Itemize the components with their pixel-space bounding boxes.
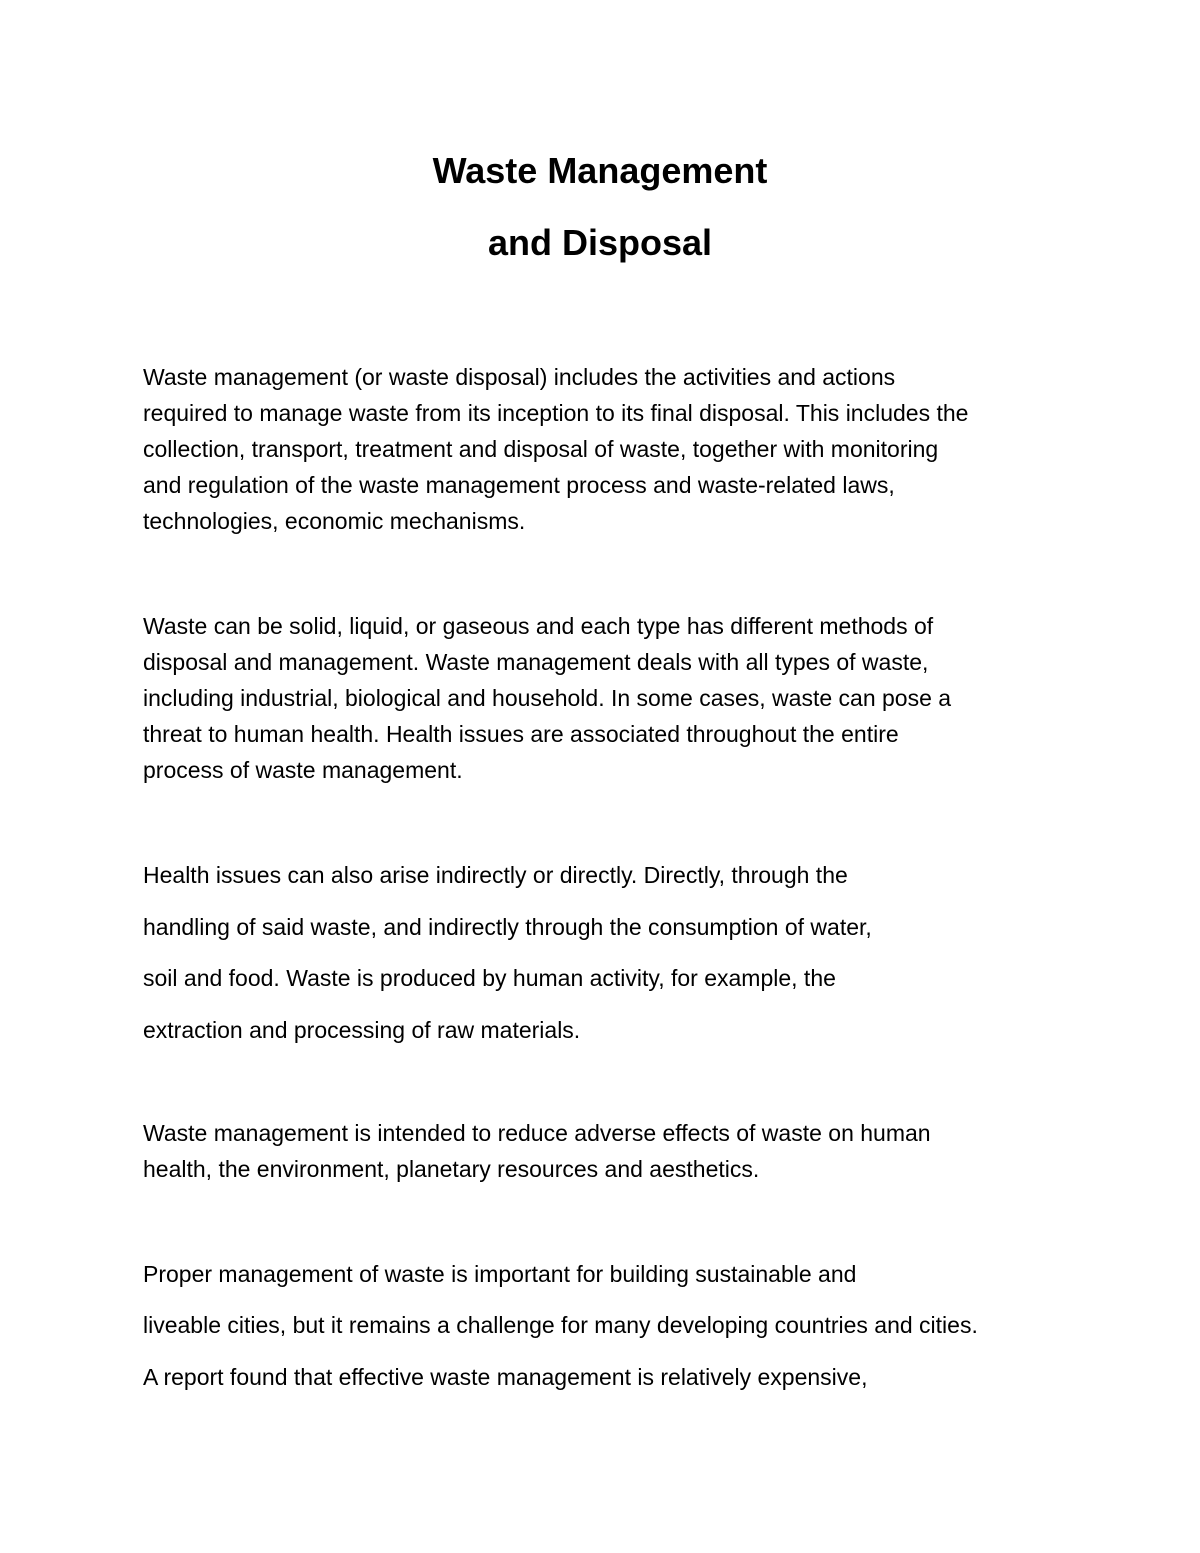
text-line: soil and food. Waste is produced by human activity, for example, the: [143, 965, 836, 991]
text-line: Proper management of waste is important for building sustainable and: [143, 1261, 857, 1287]
text-line: threat to human health. Health issues are associated throughout the entire: [143, 721, 899, 747]
text-line: A report found that effective waste management is relatively expensive,: [143, 1364, 868, 1390]
text-line: Health issues can also arise indirectly or directly. Directly, through the: [143, 862, 848, 888]
document-title-line-1: Waste Management: [432, 150, 768, 191]
document-title-line-2: and Disposal: [487, 222, 713, 263]
text-line: process of waste management.: [143, 757, 463, 783]
text-line: including industrial, biological and household. In some cases, waste can pose a: [143, 685, 952, 711]
text-line: collection, transport, treatment and disposal of waste, together with monitoring: [143, 436, 939, 462]
text-line: handling of said waste, and indirectly through the consumption of water,: [143, 914, 872, 940]
text-line: health, the environment, planetary resources and aesthetics.: [143, 1156, 760, 1182]
text-line: extraction and processing of raw materials.: [143, 1017, 581, 1043]
text-line: disposal and management. Waste management deals with all types of waste,: [143, 649, 929, 675]
text-line: liveable cities, but it remains a challenge for many developing countries and cities.: [143, 1312, 978, 1338]
text-line: technologies, economic mechanisms.: [143, 508, 526, 534]
text-line: Waste management is intended to reduce adverse effects of waste on human: [143, 1120, 931, 1146]
text-line: and regulation of the waste management process and waste-related laws,: [143, 472, 895, 498]
text-line: required to manage waste from its inception to its final disposal. This includes the: [143, 400, 969, 426]
text-line: Waste can be solid, liquid, or gaseous and each type has different methods of: [143, 613, 934, 639]
text-line: Waste management (or waste disposal) includes the activities and actions: [143, 364, 896, 390]
